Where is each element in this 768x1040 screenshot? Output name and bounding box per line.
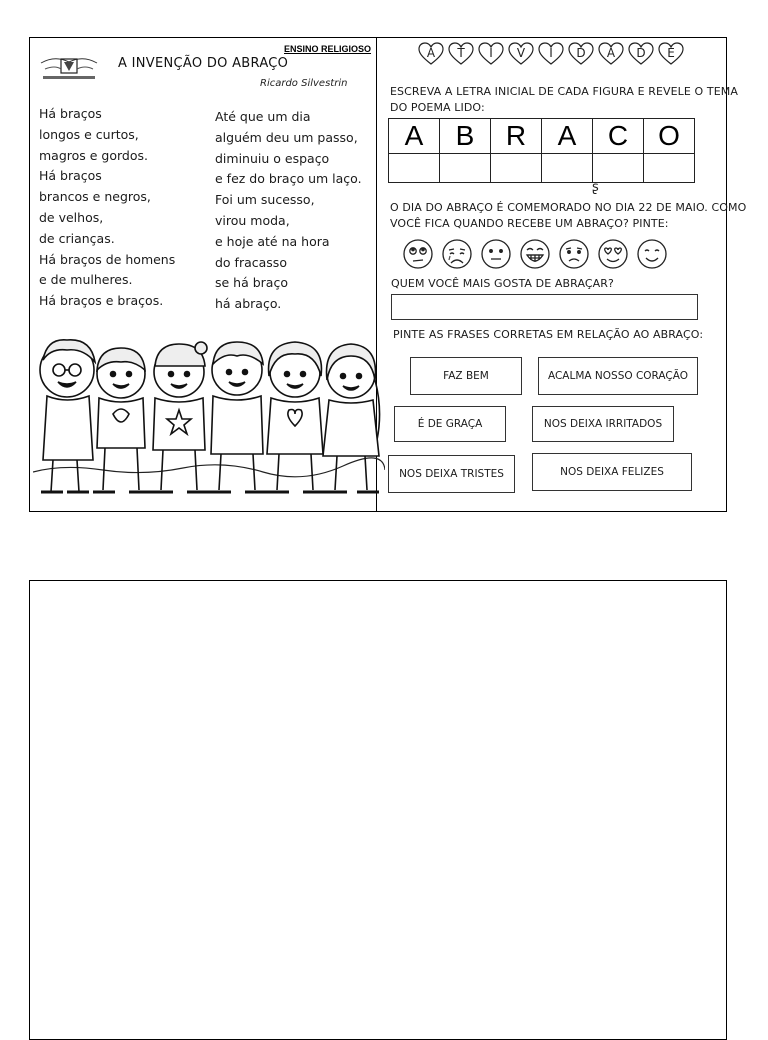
heart-letter: E xyxy=(658,42,684,66)
picture-cell[interactable] xyxy=(593,154,644,183)
poem-line: se há braço xyxy=(215,275,288,291)
poem-line: do fracasso xyxy=(215,254,287,270)
eye-roll-face-icon[interactable] xyxy=(402,238,434,270)
heart-letter: D xyxy=(628,42,654,66)
letters-table xyxy=(388,118,695,183)
blank-page-frame xyxy=(29,580,727,1040)
picture-cell[interactable] xyxy=(491,154,542,183)
heart-letter: A xyxy=(418,42,444,66)
phrase-box[interactable]: ACALMA NOSSO CORAÇÃO xyxy=(538,357,698,395)
picture-cell[interactable] xyxy=(389,154,440,183)
poem-line: Há braços de homens xyxy=(39,251,176,267)
phrase-box[interactable]: É DE GRAÇA xyxy=(394,406,506,442)
heart-letter: V xyxy=(508,42,534,66)
letter-cell: B xyxy=(440,119,491,154)
phrase-box[interactable]: NOS DEIXA FELIZES xyxy=(532,453,692,491)
worried-face-icon[interactable] xyxy=(558,238,590,270)
heart-letter: T xyxy=(448,42,474,66)
poem-line: diminuiu o espaço xyxy=(215,150,330,166)
cedilla-mark: ʂ xyxy=(592,180,599,195)
heart-letter: I xyxy=(478,42,504,66)
instruction-letters: ESCREVA A LETRA INICIAL DE CADA FIGURA E REVELE O TEMA DO POEMA LIDO: xyxy=(390,85,738,114)
poem-line: Há braços xyxy=(39,168,102,184)
subject-label: ENSINO RELIGIOSO xyxy=(284,44,372,54)
poem-line: longos e curtos, xyxy=(39,126,139,142)
smiling-face-icon[interactable] xyxy=(636,238,668,270)
letter-cell: O xyxy=(644,119,695,154)
crying-face-icon[interactable] xyxy=(441,238,473,270)
phrase-box[interactable]: NOS DEIXA IRRITADOS xyxy=(532,406,674,442)
neutral-face-icon[interactable] xyxy=(480,238,512,270)
picture-cell[interactable] xyxy=(542,154,593,183)
poem-line: magros e gordos. xyxy=(39,147,149,163)
poem-author: Ricardo Silvestrin xyxy=(260,78,348,89)
letter-cell: R xyxy=(491,119,542,154)
poem-line: de velhos, xyxy=(39,209,104,225)
poem-column-2 xyxy=(215,107,362,315)
phrase-box[interactable]: FAZ BEM xyxy=(410,357,522,395)
question-favorite-hug: QUEM VOCÊ MAIS GOSTA DE ABRAÇAR? xyxy=(391,277,614,290)
poem-line: alguém deu um passo, xyxy=(215,129,358,145)
poem-line: e fez do braço um laço. xyxy=(215,171,362,187)
poem-line: há abraço. xyxy=(215,296,282,312)
poem-title: A INVENÇÃO DO ABRAÇO xyxy=(118,56,289,71)
heart-letter: D xyxy=(568,42,594,66)
poem-line: Até que um dia xyxy=(215,109,311,124)
heart-letter: A xyxy=(598,42,624,66)
poem-line: e de mulheres. xyxy=(39,272,133,288)
phrase-box[interactable]: NOS DEIXA TRISTES xyxy=(388,455,515,493)
poem-line: virou moda, xyxy=(215,212,290,228)
poem-line: de crianças. xyxy=(39,230,115,246)
heart-eyes-face-icon[interactable] xyxy=(597,238,629,270)
heart-letter: I xyxy=(538,42,564,66)
poem-line: Há braços xyxy=(39,106,102,121)
poem-line: Há braços e braços. xyxy=(39,293,164,309)
poem-line: brancos e negros, xyxy=(39,189,151,205)
children-hugging-illustration-icon xyxy=(33,330,385,506)
picture-cell[interactable] xyxy=(440,154,491,183)
poem-line: Foi um sucesso, xyxy=(215,192,315,208)
favorite-hug-answer-field[interactable] xyxy=(391,294,698,320)
question-correct-phrases: PINTE AS FRASES CORRETAS EM RELAÇÃO AO ABRAÇO: xyxy=(393,328,704,341)
poem-column-1 xyxy=(39,104,175,312)
question-hug-day: O DIA DO ABRAÇO É COMEMORADO NO DIA 22 DE MAIO. COMO VOCÊ FICA QUANDO RECEBE UM ABRAÇO? PINTE: xyxy=(390,201,747,230)
letter-cell: A xyxy=(389,119,440,154)
picture-cell[interactable] xyxy=(644,154,695,183)
poem-line: e hoje até na hora xyxy=(215,233,330,249)
letter-cell: C xyxy=(593,119,644,154)
letter-cell: A xyxy=(542,119,593,154)
school-crest-icon xyxy=(37,47,101,83)
grinning-face-icon[interactable] xyxy=(519,238,551,270)
